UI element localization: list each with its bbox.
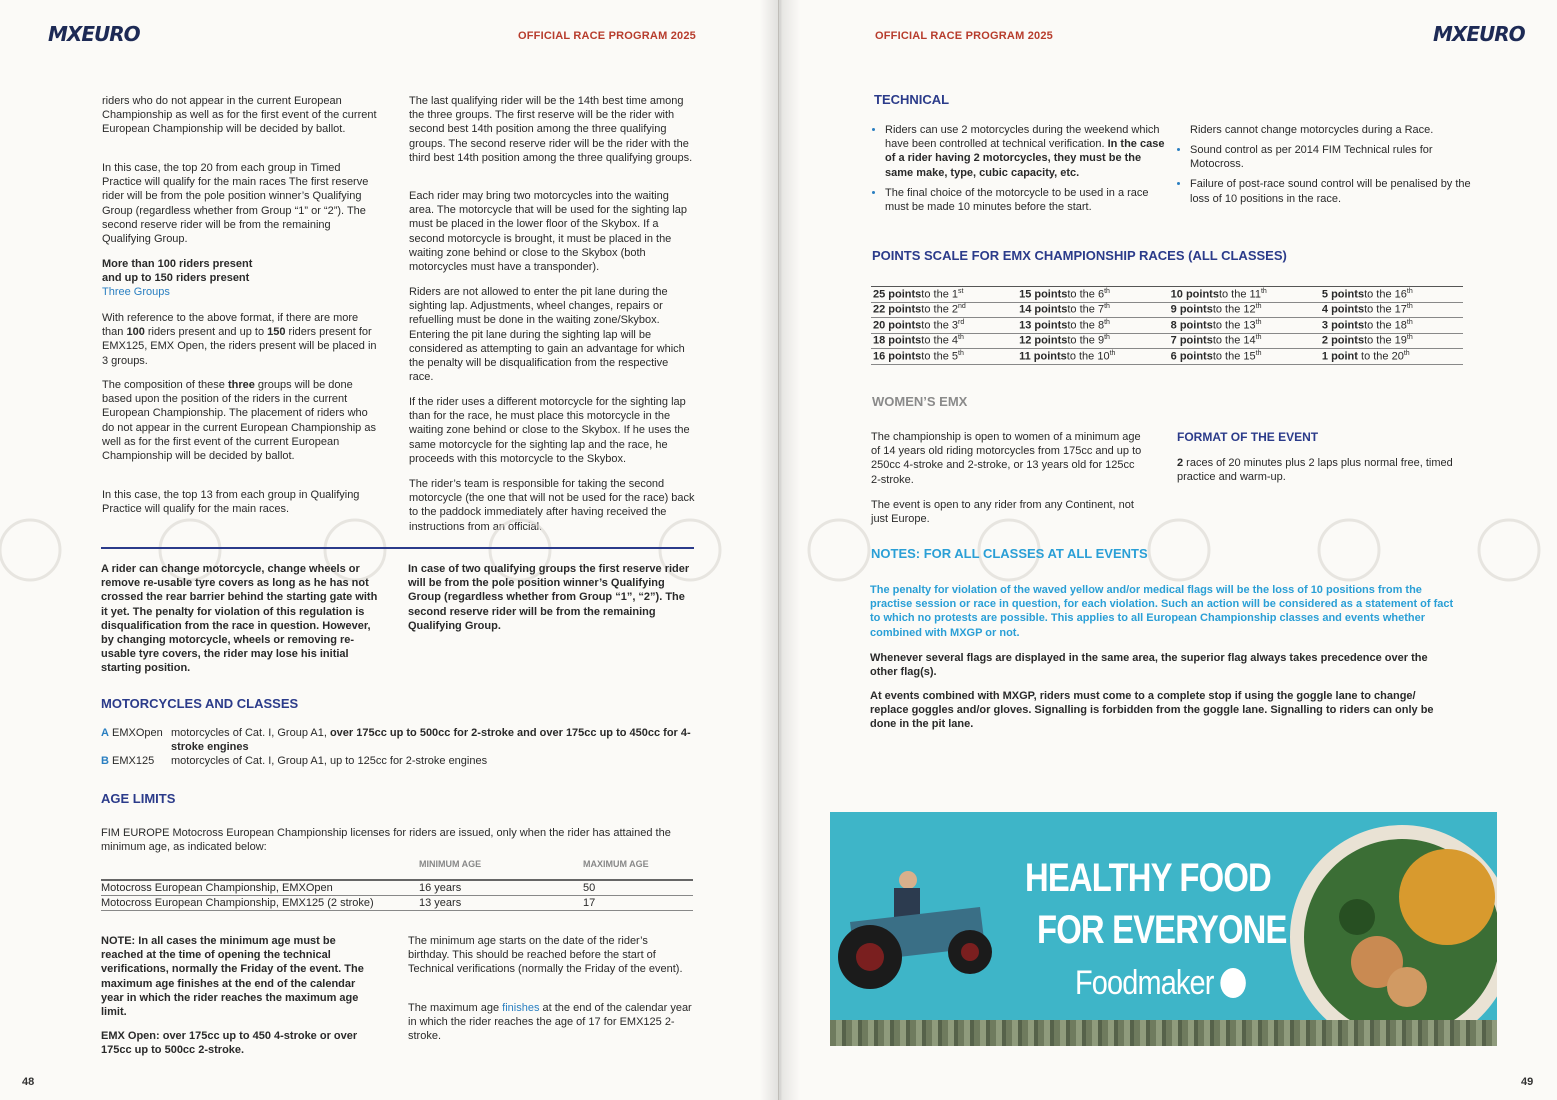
points-cell: 25 pointsto the 1st xyxy=(871,287,1017,303)
section-rule xyxy=(101,547,694,549)
running-header: OFFICIAL RACE PROGRAM 2025 xyxy=(518,30,696,42)
paragraph: riders who do not appear in the current European Championship as well as for the first event of the current European Championship will be decided by ballot. xyxy=(102,95,377,136)
points-scale-table xyxy=(871,286,1463,365)
note-paragraph: EMX Open: over 175cc up to 450 4-stroke or over 175cc up to 500cc 2-stroke. xyxy=(101,1030,358,1057)
table-row xyxy=(871,333,1463,349)
table-row: Motocross European Championship, EMX125 (2 stroke) 13 years 17 xyxy=(101,896,693,911)
section-heading: NOTES: FOR ALL CLASSES AT ALL EVENTS xyxy=(871,546,1148,561)
section-heading: TECHNICAL xyxy=(874,92,950,107)
ad-headline: FOR EVERYONE xyxy=(1037,908,1287,952)
points-cell: 2 pointsto the 19th xyxy=(1320,333,1463,349)
note-box-right: In case of two qualifying groups the first reserve rider will be from the pole position winner’s Qualifying Group (regardless whether from Group “1”, “2”). The second reserve rider will be from the remaining Qualifying Group. xyxy=(408,563,690,632)
points-cell: 20 pointsto the 3rd xyxy=(871,318,1017,334)
class-row: A EMXOpen motorcycles of Cat. I, Group A1, over 175cc up to 500cc for 2-stroke and over 175cc up to 450cc for 4-stroke engines xyxy=(101,727,691,754)
technical-list xyxy=(1178,143,1480,212)
paragraph: The championship is open to women of a minimum age of 14 years old riding motorcycles from 175cc and up to 250cc 4-stroke and 2-stroke, or 13 years old for 125cc 2-stroke. xyxy=(871,431,1142,486)
right-page xyxy=(779,0,1557,1100)
points-cell: 9 pointsto the 12th xyxy=(1169,302,1320,318)
mxeuro-logo: MXEURO xyxy=(1433,22,1525,46)
points-cell: 4 pointsto the 17th xyxy=(1320,302,1463,318)
paragraph: Riders are not allowed to enter the pit lane during the sighting lap. Adjustments, wheel changes, repairs or refuelling must be done in the waiting zone/Skybox. Entering the pit lane during the sighting lap will be considered as attempting to gain an advantage for which the penalty will be disqualification from the respective race. xyxy=(409,286,685,384)
paragraph: FIM EUROPE Motocross European Championship licenses for riders are issued, only when the rider has attained the minimum age, as indicated below: xyxy=(101,827,671,854)
points-cell: 10 pointsto the 11th xyxy=(1169,287,1320,303)
points-cell: 15 pointsto the 6th xyxy=(1017,287,1169,303)
list-item: • The final choice of the motorcycle to be used in a race must be made 10 minutes before the start. xyxy=(885,186,1169,214)
age-limits-table: MINIMUM AGE MAXIMUM AGE Motocross European Championship, EMXOpen 16 years 50 Motocross European Championship, EMX125 (2 stroke) 13 years 17 xyxy=(101,859,693,911)
paragraph: In this case, the top 20 from each group in Timed Practice will qualify for the main races The first reserve rider will be from the pole position winner’s Qualifying Group (regardless whether from Group “1” or “2”). The second reserve rider will be from the remaining Qualifying Group. xyxy=(102,162,369,246)
paragraph: The composition of these three groups will be done based upon the position of the riders in the current European Championship. The placement of riders who do not appear in the current European Championship as well as for the first event of the current European Championship will be decided by ballot. xyxy=(102,379,376,463)
paragraph: The maximum age finishes at the end of the calendar year in which the rider reaches the age of 17 for EMX125 2-stroke. xyxy=(408,1002,692,1043)
paragraph: 2 races of 20 minutes plus 2 laps plus normal free, timed practice and warm-up. xyxy=(1177,457,1453,484)
paragraph: The event is open to any rider from any Continent, not just Europe. xyxy=(871,499,1134,526)
foodmaker-advertisement xyxy=(830,812,1497,1046)
ad-ground xyxy=(830,1020,1497,1046)
points-cell: 1 point to the 20th xyxy=(1320,349,1463,365)
mxeuro-logo: MXEURO xyxy=(48,22,140,46)
section-heading: AGE LIMITS xyxy=(101,791,176,806)
table-row xyxy=(871,349,1463,365)
notes-paragraph: Whenever several flags are displayed in the same area, the superior flag always takes precedence over the other flag(s). xyxy=(870,652,1428,679)
brand-logo-icon xyxy=(1221,968,1247,998)
table-row xyxy=(871,318,1463,334)
note-paragraph: NOTE: In all cases the minimum age must be reached at the time of opening the technical verifications, normally the Friday of the event. The maximum age finishes at the end of the calendar year in which the rider reaches the maximum age limit. xyxy=(101,935,364,1019)
paragraph: The minimum age starts on the date of the rider’s birthday. This should be reached before the start of Technical verifications (normally the Friday of the event). xyxy=(408,935,683,976)
paragraph: In this case, the top 13 from each group in Qualifying Practice will qualify for the main races. xyxy=(102,489,360,516)
page-number: 49 xyxy=(1521,1076,1534,1088)
points-cell: 18 pointsto the 4th xyxy=(871,333,1017,349)
table-row: Motocross European Championship, EMXOpen 16 years 50 xyxy=(101,880,693,896)
paragraph: Riders cannot change motorcycles during a Race. xyxy=(1190,124,1434,136)
list-item: • Riders can use 2 motorcycles during the weekend which have been controlled at technical verification. In the case of a rider having 2 motorcycles, they must be the same make, type, cubic capacity, etc. xyxy=(885,123,1169,180)
note-box-left: A rider can change motorcycle, change wheels or remove re-usable tyre covers as long as he has not crossed the rear barrier behind the starting gate with it yet. The penalty for violation of this regulation is disqualification from the race in question. However, by changing motorcycle, wheels or removing re-usable tyre covers, the rider may lose his initial starting position. xyxy=(101,563,378,675)
paragraph: The rider’s team is responsible for taking the second motorcycle (the one that will not be used for the race) back to the paddock immediately after having received the instructions from an official. xyxy=(409,478,695,533)
points-cell: 5 pointsto the 16th xyxy=(1320,287,1463,303)
ad-brand: Foodmaker xyxy=(1075,964,1246,1003)
classes-list xyxy=(101,726,691,769)
points-cell: 7 pointsto the 14th xyxy=(1169,333,1320,349)
points-cell: 3 pointsto the 18th xyxy=(1320,318,1463,334)
list-item: • Failure of post-race sound control will be penalised by the loss of 10 positions in the race. xyxy=(1190,177,1480,205)
group-heading: More than 100 riders present and up to 150 riders present Three Groups xyxy=(102,258,253,299)
points-cell: 14 pointsto the 7th xyxy=(1017,302,1169,318)
points-cell: 8 pointsto the 13th xyxy=(1169,318,1320,334)
section-heading: WOMEN’S EMX xyxy=(872,394,968,409)
section-heading: FORMAT OF THE EVENT xyxy=(1177,430,1319,444)
technical-list xyxy=(873,123,1169,220)
points-cell: 16 pointsto the 5th xyxy=(871,349,1017,365)
left-page xyxy=(0,0,778,1100)
table-row xyxy=(871,287,1463,303)
notes-paragraph: The penalty for violation of the waved yellow and/or medical flags will be the loss of 10 positions from the practise session or race in question, for each violation. Such an action will be considered as a statement of fact to which no protests are possible. This applies to all European Championship classes and events whether combined with MXGP or not. xyxy=(870,584,1454,639)
running-header: OFFICIAL RACE PROGRAM 2025 xyxy=(875,30,1053,42)
points-cell: 6 pointsto the 15th xyxy=(1169,349,1320,365)
food-bowl-image xyxy=(1287,822,1497,1046)
page-number: 48 xyxy=(22,1076,35,1088)
paragraph: Each rider may bring two motorcycles into the waiting area. The motorcycle that will be used for the sighting lap must be placed in the lower floor of the Skybox. If a second motorcycle is brought, it must be placed in the waiting zone behind or close to the Skybox (both motorcycles must have a transponder). xyxy=(409,190,688,274)
paragraph: If the rider uses a different motorcycle for the sighting lap than for the race, he must place this motorcycle in the waiting zone behind or close to the Skybox. If he uses the same motorcycle for the sighting lap and the race, he proceeds with this motorcycle to the Skybox. xyxy=(409,396,690,465)
section-heading: MOTORCYCLES AND CLASSES xyxy=(101,696,299,711)
table-row xyxy=(871,302,1463,318)
points-cell: 22 pointsto the 2nd xyxy=(871,302,1017,318)
notes-paragraph: At events combined with MXGP, riders must come to a complete stop if using the goggle lane to change/ replace goggles and/or gloves. Signalling is forbidden from the goggle lane. Signalling to riders can only be done in the pit lane. xyxy=(870,690,1434,731)
points-cell: 11 pointsto the 10th xyxy=(1017,349,1169,365)
list-item: • Sound control as per 2014 FIM Technical rules for Motocross. xyxy=(1190,143,1480,171)
paragraph: The last qualifying rider will be the 14th best time among the three groups. The first reserve will be the rider with second best 14th position among the three qualifying groups. The second reserve rider will be the rider with the third best 14th position among the three qualifying groups. xyxy=(409,95,693,164)
points-cell: 12 pointsto the 9th xyxy=(1017,333,1169,349)
points-cell: 13 pointsto the 8th xyxy=(1017,318,1169,334)
class-row: B EMX125 motorcycles of Cat. I, Group A1, up to 125cc for 2-stroke engines xyxy=(101,755,488,768)
ad-headline: HEALTHY FOOD xyxy=(1025,856,1271,900)
tractor-illustration xyxy=(830,852,1000,1002)
paragraph: With reference to the above format, if there are more than 100 riders present and up to 150 riders present for EMX125, EMX Open, the riders present will be placed in 3 groups. xyxy=(102,312,377,367)
section-heading: POINTS SCALE FOR EMX CHAMPIONSHIP RACES (ALL CLASSES) xyxy=(872,248,1287,263)
